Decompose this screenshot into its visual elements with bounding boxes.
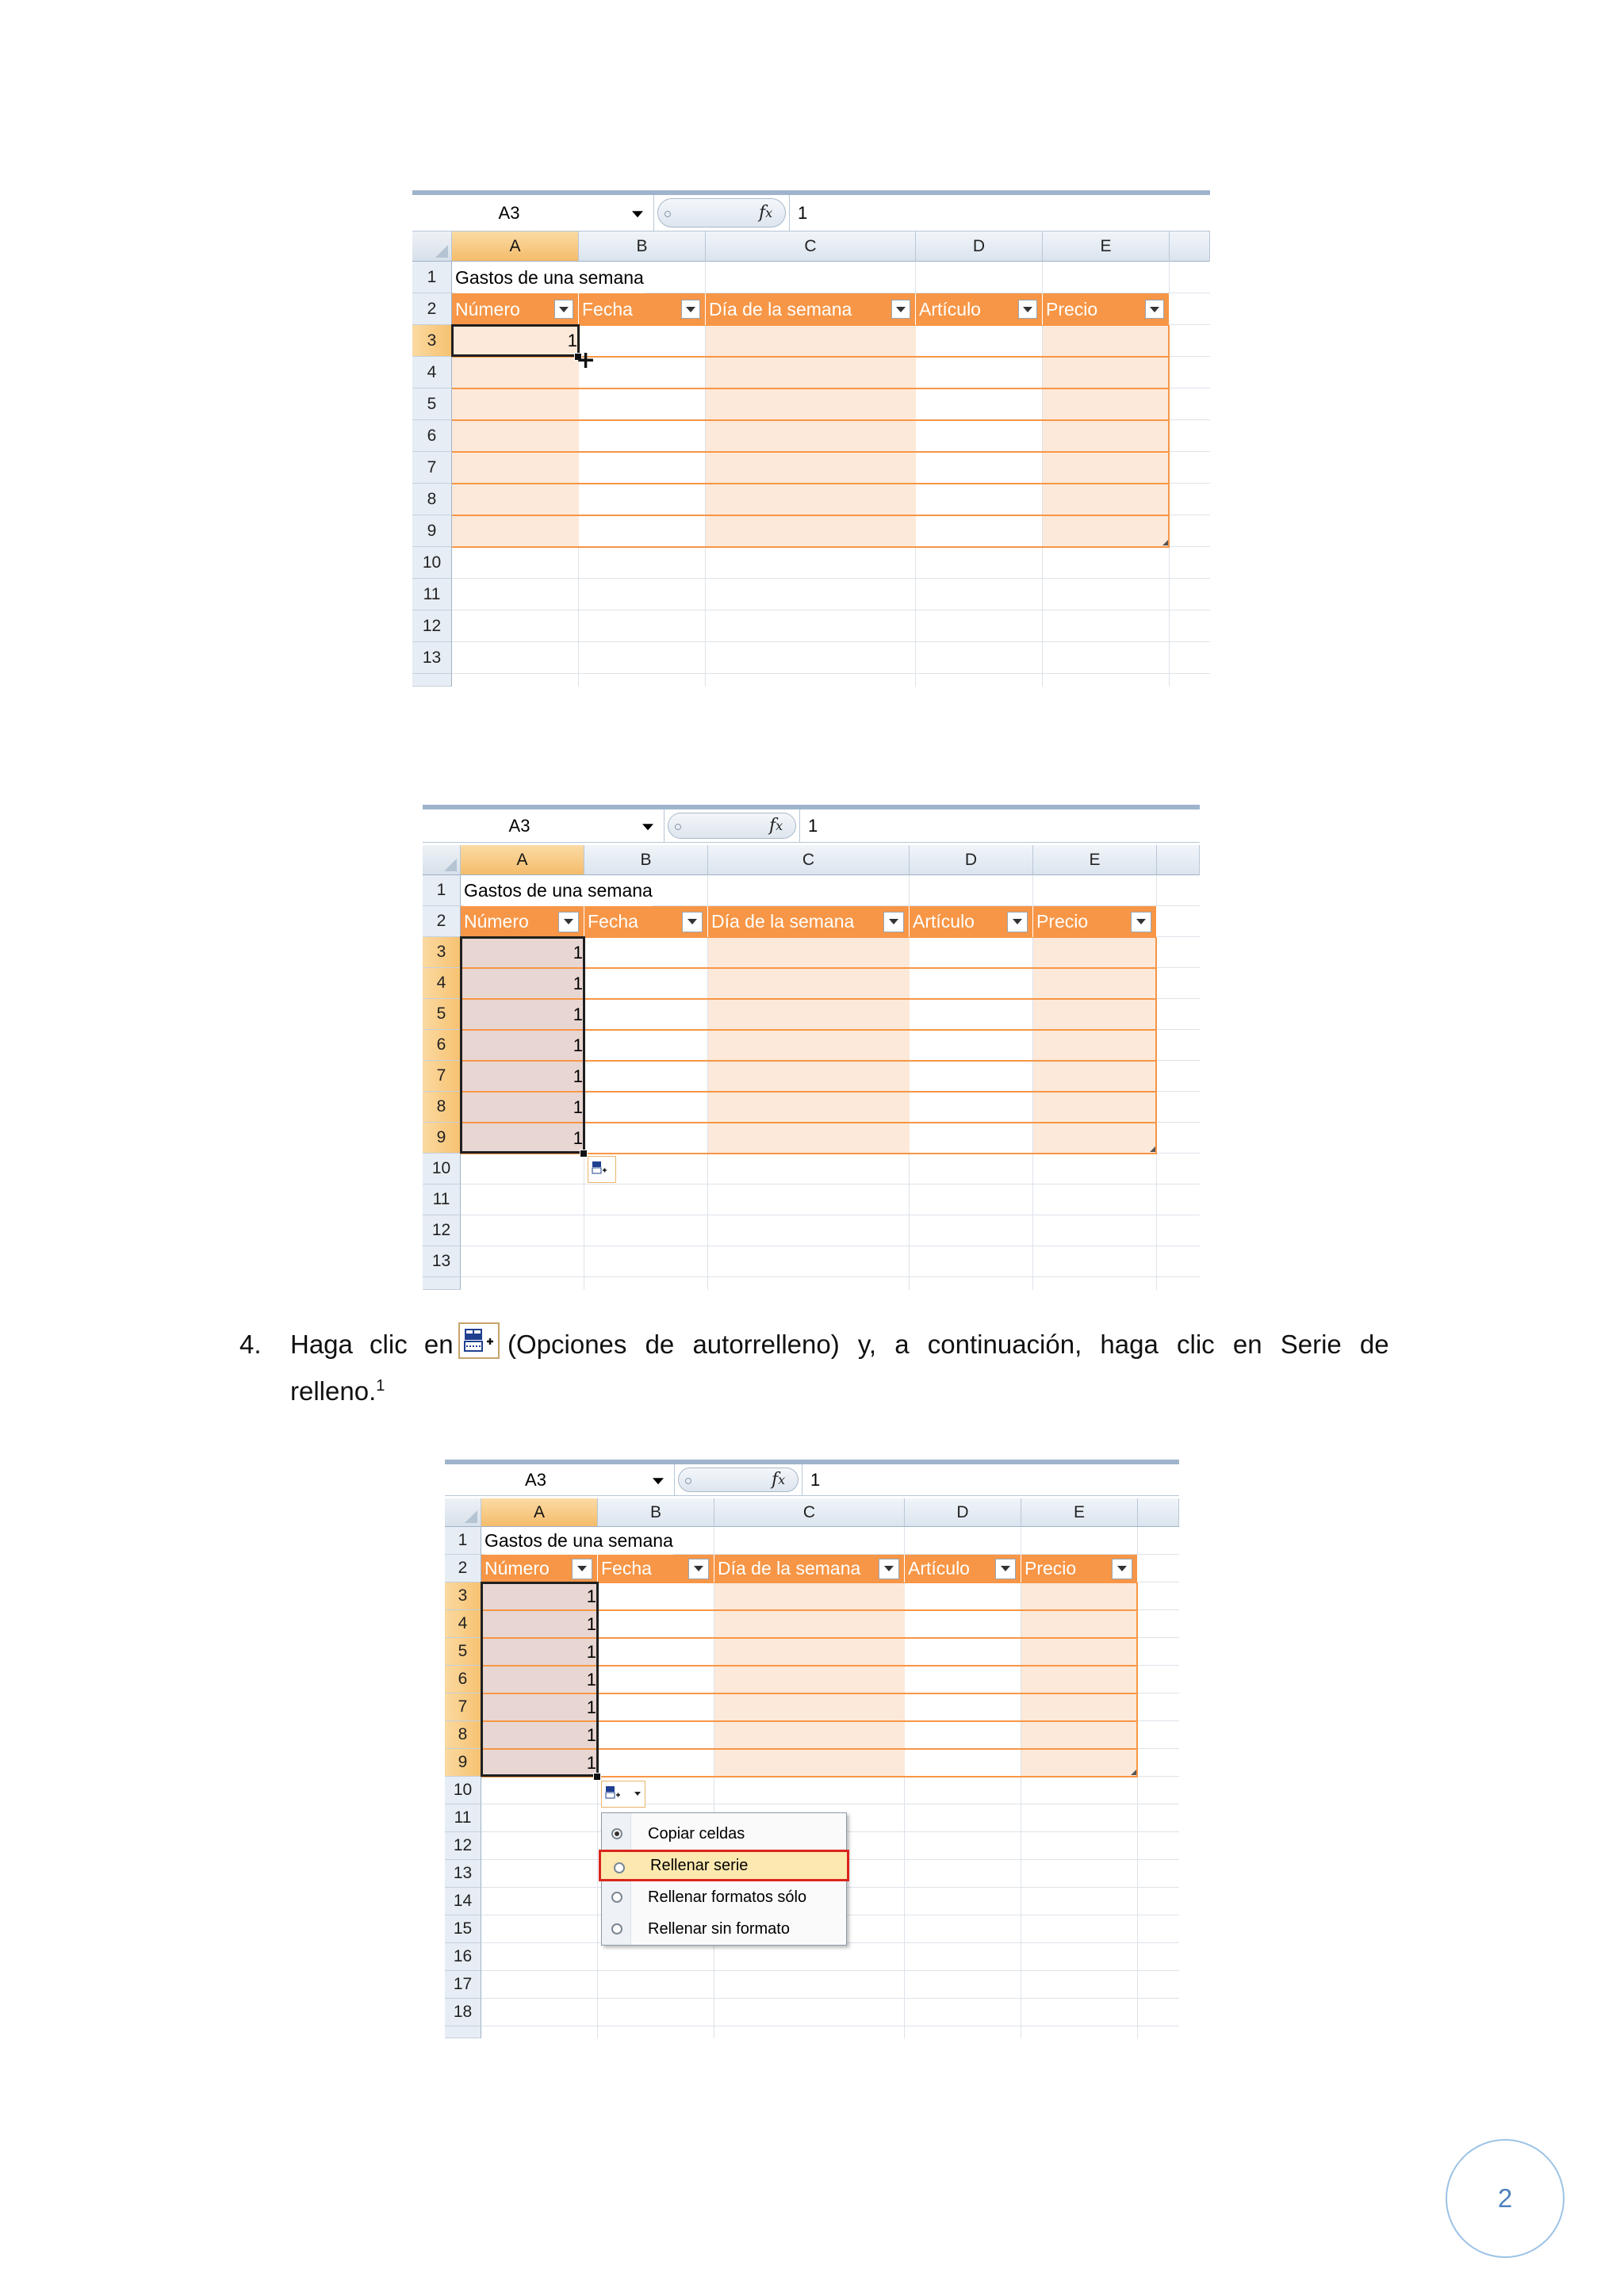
row-header-8[interactable]: 8 xyxy=(412,484,452,515)
table-header-label: Día de la semana xyxy=(709,298,852,320)
row-header-10[interactable]: 10 xyxy=(445,1777,481,1804)
name-box-value: A3 xyxy=(508,815,530,836)
dot-icon xyxy=(675,824,681,830)
grid-row-line xyxy=(452,578,1210,579)
select-all-corner[interactable] xyxy=(445,1498,481,1527)
fill-handle[interactable] xyxy=(593,1773,601,1781)
table-header-fecha[interactable] xyxy=(579,293,706,325)
selection-border xyxy=(481,1582,599,1777)
table-header-precio[interactable] xyxy=(1021,1555,1138,1582)
column-header-c[interactable]: C xyxy=(706,232,916,262)
table-header-label: Fecha xyxy=(588,911,638,932)
table-resize-handle[interactable] xyxy=(1131,1770,1136,1775)
cell-a6[interactable]: 1 xyxy=(573,1035,583,1055)
filter-dropdown-icon[interactable] xyxy=(883,912,904,932)
table-header-label: Artículo xyxy=(919,298,981,320)
step-relleno: relleno. xyxy=(290,1376,377,1406)
row-header-17[interactable]: 17 xyxy=(445,1971,481,1999)
sheet-title[interactable]: Gastos de una semana xyxy=(485,1527,673,1555)
row-header-15[interactable]: 15 xyxy=(445,1915,481,1943)
row-header-4[interactable]: 4 xyxy=(445,1610,481,1638)
table-header-dia[interactable] xyxy=(714,1555,905,1582)
sheet-title[interactable]: Gastos de una semana xyxy=(464,875,653,906)
table-header-label: Fecha xyxy=(601,1558,652,1578)
row-header-14[interactable]: 14 xyxy=(445,1888,481,1915)
column-header-a[interactable]: A xyxy=(452,232,579,262)
cell-a8[interactable]: 1 xyxy=(573,1096,583,1117)
table-header-label: Número xyxy=(464,911,529,932)
chevron-down-icon xyxy=(577,1566,587,1571)
filter-dropdown-icon[interactable] xyxy=(572,1559,592,1579)
filter-dropdown-icon[interactable] xyxy=(688,1559,709,1579)
filter-dropdown-icon[interactable] xyxy=(554,300,573,319)
autofill-options-button[interactable] xyxy=(601,1781,645,1808)
selection-border xyxy=(451,324,580,357)
chevron-down-icon xyxy=(889,919,898,924)
column-header-b[interactable]: B xyxy=(579,232,706,262)
table-column-band xyxy=(706,325,916,547)
filter-dropdown-icon[interactable] xyxy=(879,1559,899,1579)
row-header-11[interactable]: 11 xyxy=(445,1804,481,1832)
grid-row-line xyxy=(461,1276,1200,1277)
grid-row-line xyxy=(481,1970,1179,1971)
table-header-articulo[interactable] xyxy=(916,293,1043,325)
filter-dropdown-icon[interactable] xyxy=(1018,300,1037,319)
row-header-16[interactable]: 16 xyxy=(445,1943,481,1971)
screenshot-3 xyxy=(445,1460,1179,2038)
dot-icon xyxy=(665,211,671,217)
screenshot-2 xyxy=(423,805,1200,1290)
fx-icon[interactable]: f x xyxy=(769,816,783,836)
formula-bar xyxy=(423,805,1200,843)
row-header-1[interactable]: 1 xyxy=(412,262,452,293)
formula-value[interactable]: 1 xyxy=(802,1464,1179,1495)
table-header-label: Fecha xyxy=(582,298,633,320)
table-header-precio[interactable] xyxy=(1043,293,1170,325)
table-header-label: Artículo xyxy=(913,911,975,932)
select-all-corner[interactable] xyxy=(423,845,461,875)
cell-a4[interactable]: 1 xyxy=(573,973,583,993)
menu-item-label: Rellenar serie xyxy=(650,1856,749,1874)
row-header-6[interactable]: 6 xyxy=(423,1030,461,1061)
table-resize-handle[interactable] xyxy=(1162,540,1168,545)
cell-a9[interactable]: 1 xyxy=(573,1127,583,1148)
row-header-11[interactable]: 11 xyxy=(412,579,452,610)
table-column-band xyxy=(1043,325,1170,547)
fill-cursor-plus-icon: + xyxy=(576,346,596,374)
fx-icon[interactable]: f x xyxy=(759,203,773,223)
table-header-fecha[interactable] xyxy=(598,1555,714,1582)
corner-triangle-icon xyxy=(444,859,457,871)
chevron-down-icon xyxy=(1117,1566,1127,1571)
step-text-after: (Opciones de autorrelleno) y, a continuación, haga clic en Serie de xyxy=(508,1330,1389,1359)
filter-dropdown-icon[interactable] xyxy=(1131,912,1151,932)
chevron-down-icon xyxy=(896,307,906,312)
cell-a7[interactable]: 1 xyxy=(586,1697,596,1717)
row-header-partial xyxy=(423,1277,461,1290)
chevron-down-icon xyxy=(564,919,573,924)
radio-icon xyxy=(611,1923,622,1934)
dropdown-arrow-icon[interactable] xyxy=(642,824,653,830)
table-header-articulo[interactable] xyxy=(910,906,1033,937)
grid-row-line xyxy=(481,1998,1179,1999)
row-header-4[interactable]: 4 xyxy=(423,968,461,999)
chevron-down-icon xyxy=(1001,1566,1010,1571)
formula-value[interactable]: 1 xyxy=(799,809,1200,842)
column-header-f[interactable] xyxy=(1157,845,1200,875)
menu-item-rellenar-sin-formato[interactable] xyxy=(602,1913,846,1945)
filter-dropdown-icon[interactable] xyxy=(1007,912,1028,932)
row-header-2[interactable]: 2 xyxy=(423,906,461,937)
name-box-value: A3 xyxy=(498,202,520,223)
cell-a7[interactable]: 1 xyxy=(573,1066,583,1086)
formula-value[interactable]: 1 xyxy=(789,195,1210,231)
filter-dropdown-icon[interactable] xyxy=(995,1559,1016,1579)
column-header-a[interactable]: A xyxy=(461,845,584,875)
name-box[interactable] xyxy=(412,195,654,231)
chevron-down-icon xyxy=(1013,919,1022,924)
cell-a3[interactable]: 1 xyxy=(586,1586,596,1606)
name-box[interactable] xyxy=(423,809,665,842)
table-header-label: Día de la semana xyxy=(718,1558,861,1578)
row-header-partial xyxy=(412,674,452,687)
chevron-down-icon xyxy=(634,1792,641,1796)
row-header-2[interactable]: 2 xyxy=(412,293,452,325)
menu-item-rellenar-formatos[interactable] xyxy=(602,1881,846,1913)
chevron-down-icon xyxy=(688,919,697,924)
table-resize-handle[interactable] xyxy=(1150,1146,1155,1152)
row-header-partial xyxy=(445,2026,481,2038)
filter-dropdown-icon[interactable] xyxy=(1112,1559,1132,1579)
row-header-18[interactable]: 18 xyxy=(445,1999,481,2026)
table-header-label: Precio xyxy=(1046,298,1098,320)
sheet-title[interactable]: Gastos de una semana xyxy=(455,262,644,293)
menu-item-rellenar-serie[interactable] xyxy=(599,1850,849,1881)
table-right-border xyxy=(1136,1582,1138,1777)
autofill-options-icon xyxy=(605,1785,621,1800)
table-header-numero[interactable] xyxy=(452,293,579,325)
table-right-border xyxy=(1168,325,1170,547)
row-header-8[interactable]: 8 xyxy=(423,1092,461,1123)
cell-a8[interactable]: 1 xyxy=(586,1724,596,1745)
row-header-9[interactable]: 9 xyxy=(412,515,452,547)
column-header-e[interactable]: E xyxy=(1021,1498,1138,1527)
table-header-label: Día de la semana xyxy=(711,911,855,932)
row-header-6[interactable]: 6 xyxy=(445,1666,481,1693)
corner-triangle-icon xyxy=(465,1510,477,1523)
table-header-label: Precio xyxy=(1025,1558,1077,1578)
row-header-5[interactable]: 5 xyxy=(445,1638,481,1666)
table-row-border xyxy=(452,483,1170,484)
table-header-fecha[interactable] xyxy=(584,906,708,937)
autofill-options-icon xyxy=(592,1161,607,1175)
row-header-5[interactable]: 5 xyxy=(423,999,461,1030)
row-header-4[interactable]: 4 xyxy=(412,357,452,388)
cell-a4[interactable]: 1 xyxy=(586,1613,596,1634)
radio-icon xyxy=(614,1862,625,1873)
table-header-label: Artículo xyxy=(908,1558,970,1578)
filter-dropdown-icon[interactable] xyxy=(681,300,700,319)
grid-row-line xyxy=(452,641,1210,642)
cell-a6[interactable]: 1 xyxy=(586,1669,596,1689)
row-header-10[interactable]: 10 xyxy=(412,547,452,579)
column-header-b[interactable]: B xyxy=(584,845,708,875)
column-header-e[interactable]: E xyxy=(1043,232,1170,262)
row-header-7[interactable]: 7 xyxy=(412,452,452,484)
table-row-border xyxy=(452,515,1170,516)
name-box[interactable] xyxy=(445,1464,675,1495)
menu-item-label: Rellenar sin formato xyxy=(648,1919,790,1938)
corner-triangle-icon xyxy=(435,245,448,258)
column-header-c[interactable]: C xyxy=(714,1498,905,1527)
row-header-6[interactable]: 6 xyxy=(412,420,452,452)
table-header-label: Número xyxy=(455,298,520,320)
table-header-numero[interactable] xyxy=(481,1555,598,1582)
filter-dropdown-icon[interactable] xyxy=(1145,300,1164,319)
filter-dropdown-icon[interactable] xyxy=(558,912,579,932)
screenshot-1 xyxy=(412,190,1210,687)
autofill-options-button[interactable] xyxy=(588,1156,616,1183)
select-all-corner[interactable] xyxy=(412,232,452,262)
page-number xyxy=(1446,2139,1565,2258)
formula-bar xyxy=(445,1460,1179,1496)
chevron-down-icon xyxy=(694,1566,703,1571)
column-header-e[interactable]: E xyxy=(1033,845,1157,875)
row-header-9[interactable]: 9 xyxy=(445,1749,481,1777)
formula-bar xyxy=(412,190,1210,232)
chevron-down-icon xyxy=(1023,307,1032,312)
table-header-precio[interactable] xyxy=(1033,906,1157,937)
row-header-1[interactable]: 1 xyxy=(445,1527,481,1555)
table-header-numero[interactable] xyxy=(461,906,584,937)
chevron-down-icon xyxy=(559,307,569,312)
row-header-11[interactable]: 11 xyxy=(423,1184,461,1215)
row-header-12[interactable]: 12 xyxy=(445,1832,481,1860)
table-header-label: Número xyxy=(485,1558,550,1578)
row-header-3[interactable]: 3 xyxy=(445,1582,481,1610)
column-header-d[interactable]: D xyxy=(910,845,1033,875)
row-header-1[interactable]: 1 xyxy=(423,875,461,906)
table-row-border xyxy=(452,388,1170,389)
table-header-articulo[interactable] xyxy=(905,1555,1021,1582)
row-header-3[interactable]: 3 xyxy=(412,325,452,357)
table-header-dia[interactable] xyxy=(708,906,910,937)
fill-handle[interactable] xyxy=(580,1150,588,1158)
step-text-line2 xyxy=(290,1376,385,1406)
table-right-border xyxy=(1155,937,1157,1154)
column-header-f[interactable] xyxy=(1170,232,1210,262)
cell-a3[interactable]: 1 xyxy=(573,942,583,962)
row-header-5[interactable]: 5 xyxy=(412,388,452,420)
name-box-value: A3 xyxy=(525,1469,546,1490)
grid-row-line xyxy=(452,673,1210,674)
footnote-marker: 1 xyxy=(376,1377,385,1395)
table-header-dia[interactable] xyxy=(706,293,916,325)
selection-border xyxy=(460,936,585,1154)
radio-icon xyxy=(611,1892,622,1903)
autofill-options-menu xyxy=(601,1812,847,1946)
row-header-12[interactable]: 12 xyxy=(412,610,452,642)
step-text-before: Haga clic en xyxy=(290,1330,454,1359)
autofill-options-icon xyxy=(458,1322,500,1359)
filter-dropdown-icon[interactable] xyxy=(682,912,703,932)
column-header-d[interactable]: D xyxy=(905,1498,1021,1527)
row-header-13[interactable]: 13 xyxy=(412,642,452,674)
row-header-12[interactable]: 12 xyxy=(423,1215,461,1246)
table-row-border xyxy=(452,546,1170,548)
chevron-down-icon xyxy=(1136,919,1146,924)
table-row-border xyxy=(452,451,1170,453)
column-header-f[interactable] xyxy=(1138,1498,1179,1527)
filter-dropdown-icon[interactable] xyxy=(891,300,910,319)
column-header-d[interactable]: D xyxy=(916,232,1043,262)
menu-item-label: Copiar celdas xyxy=(648,1824,745,1843)
dropdown-arrow-icon[interactable] xyxy=(632,211,643,217)
radio-icon xyxy=(611,1828,622,1839)
cell-a3[interactable]: 1 xyxy=(567,331,577,350)
chevron-down-icon xyxy=(884,1566,894,1571)
menu-item-label: Rellenar formatos sólo xyxy=(648,1888,807,1906)
cell-a9[interactable]: 1 xyxy=(586,1752,596,1773)
column-header-c[interactable]: C xyxy=(708,845,910,875)
row-header-10[interactable]: 10 xyxy=(423,1154,461,1184)
row-header-7[interactable]: 7 xyxy=(445,1693,481,1721)
column-header-b[interactable]: B xyxy=(598,1498,714,1527)
column-header-a[interactable]: A xyxy=(481,1498,598,1527)
dot-icon xyxy=(685,1478,691,1484)
fx-icon[interactable]: f x xyxy=(772,1470,786,1490)
menu-item-copiar-celdas[interactable] xyxy=(602,1818,846,1850)
table-column-band xyxy=(452,325,579,547)
page-number-text: 2 xyxy=(1497,2183,1513,2213)
row-header-7[interactable]: 7 xyxy=(423,1061,461,1092)
step-number: 4. xyxy=(239,1330,262,1359)
row-header-13[interactable]: 13 xyxy=(445,1860,481,1888)
row-header-9[interactable]: 9 xyxy=(423,1123,461,1154)
row-header-3[interactable]: 3 xyxy=(423,937,461,968)
dropdown-arrow-icon[interactable] xyxy=(653,1478,664,1484)
cell-a5[interactable]: 1 xyxy=(586,1641,596,1662)
table-header-label: Precio xyxy=(1036,911,1089,932)
row-header-2[interactable]: 2 xyxy=(445,1555,481,1582)
cell-a5[interactable]: 1 xyxy=(573,1004,583,1024)
row-header-8[interactable]: 8 xyxy=(445,1721,481,1749)
table-row-border xyxy=(452,419,1170,421)
chevron-down-icon xyxy=(1150,307,1159,312)
chevron-down-icon xyxy=(686,307,695,312)
row-header-13[interactable]: 13 xyxy=(423,1246,461,1277)
